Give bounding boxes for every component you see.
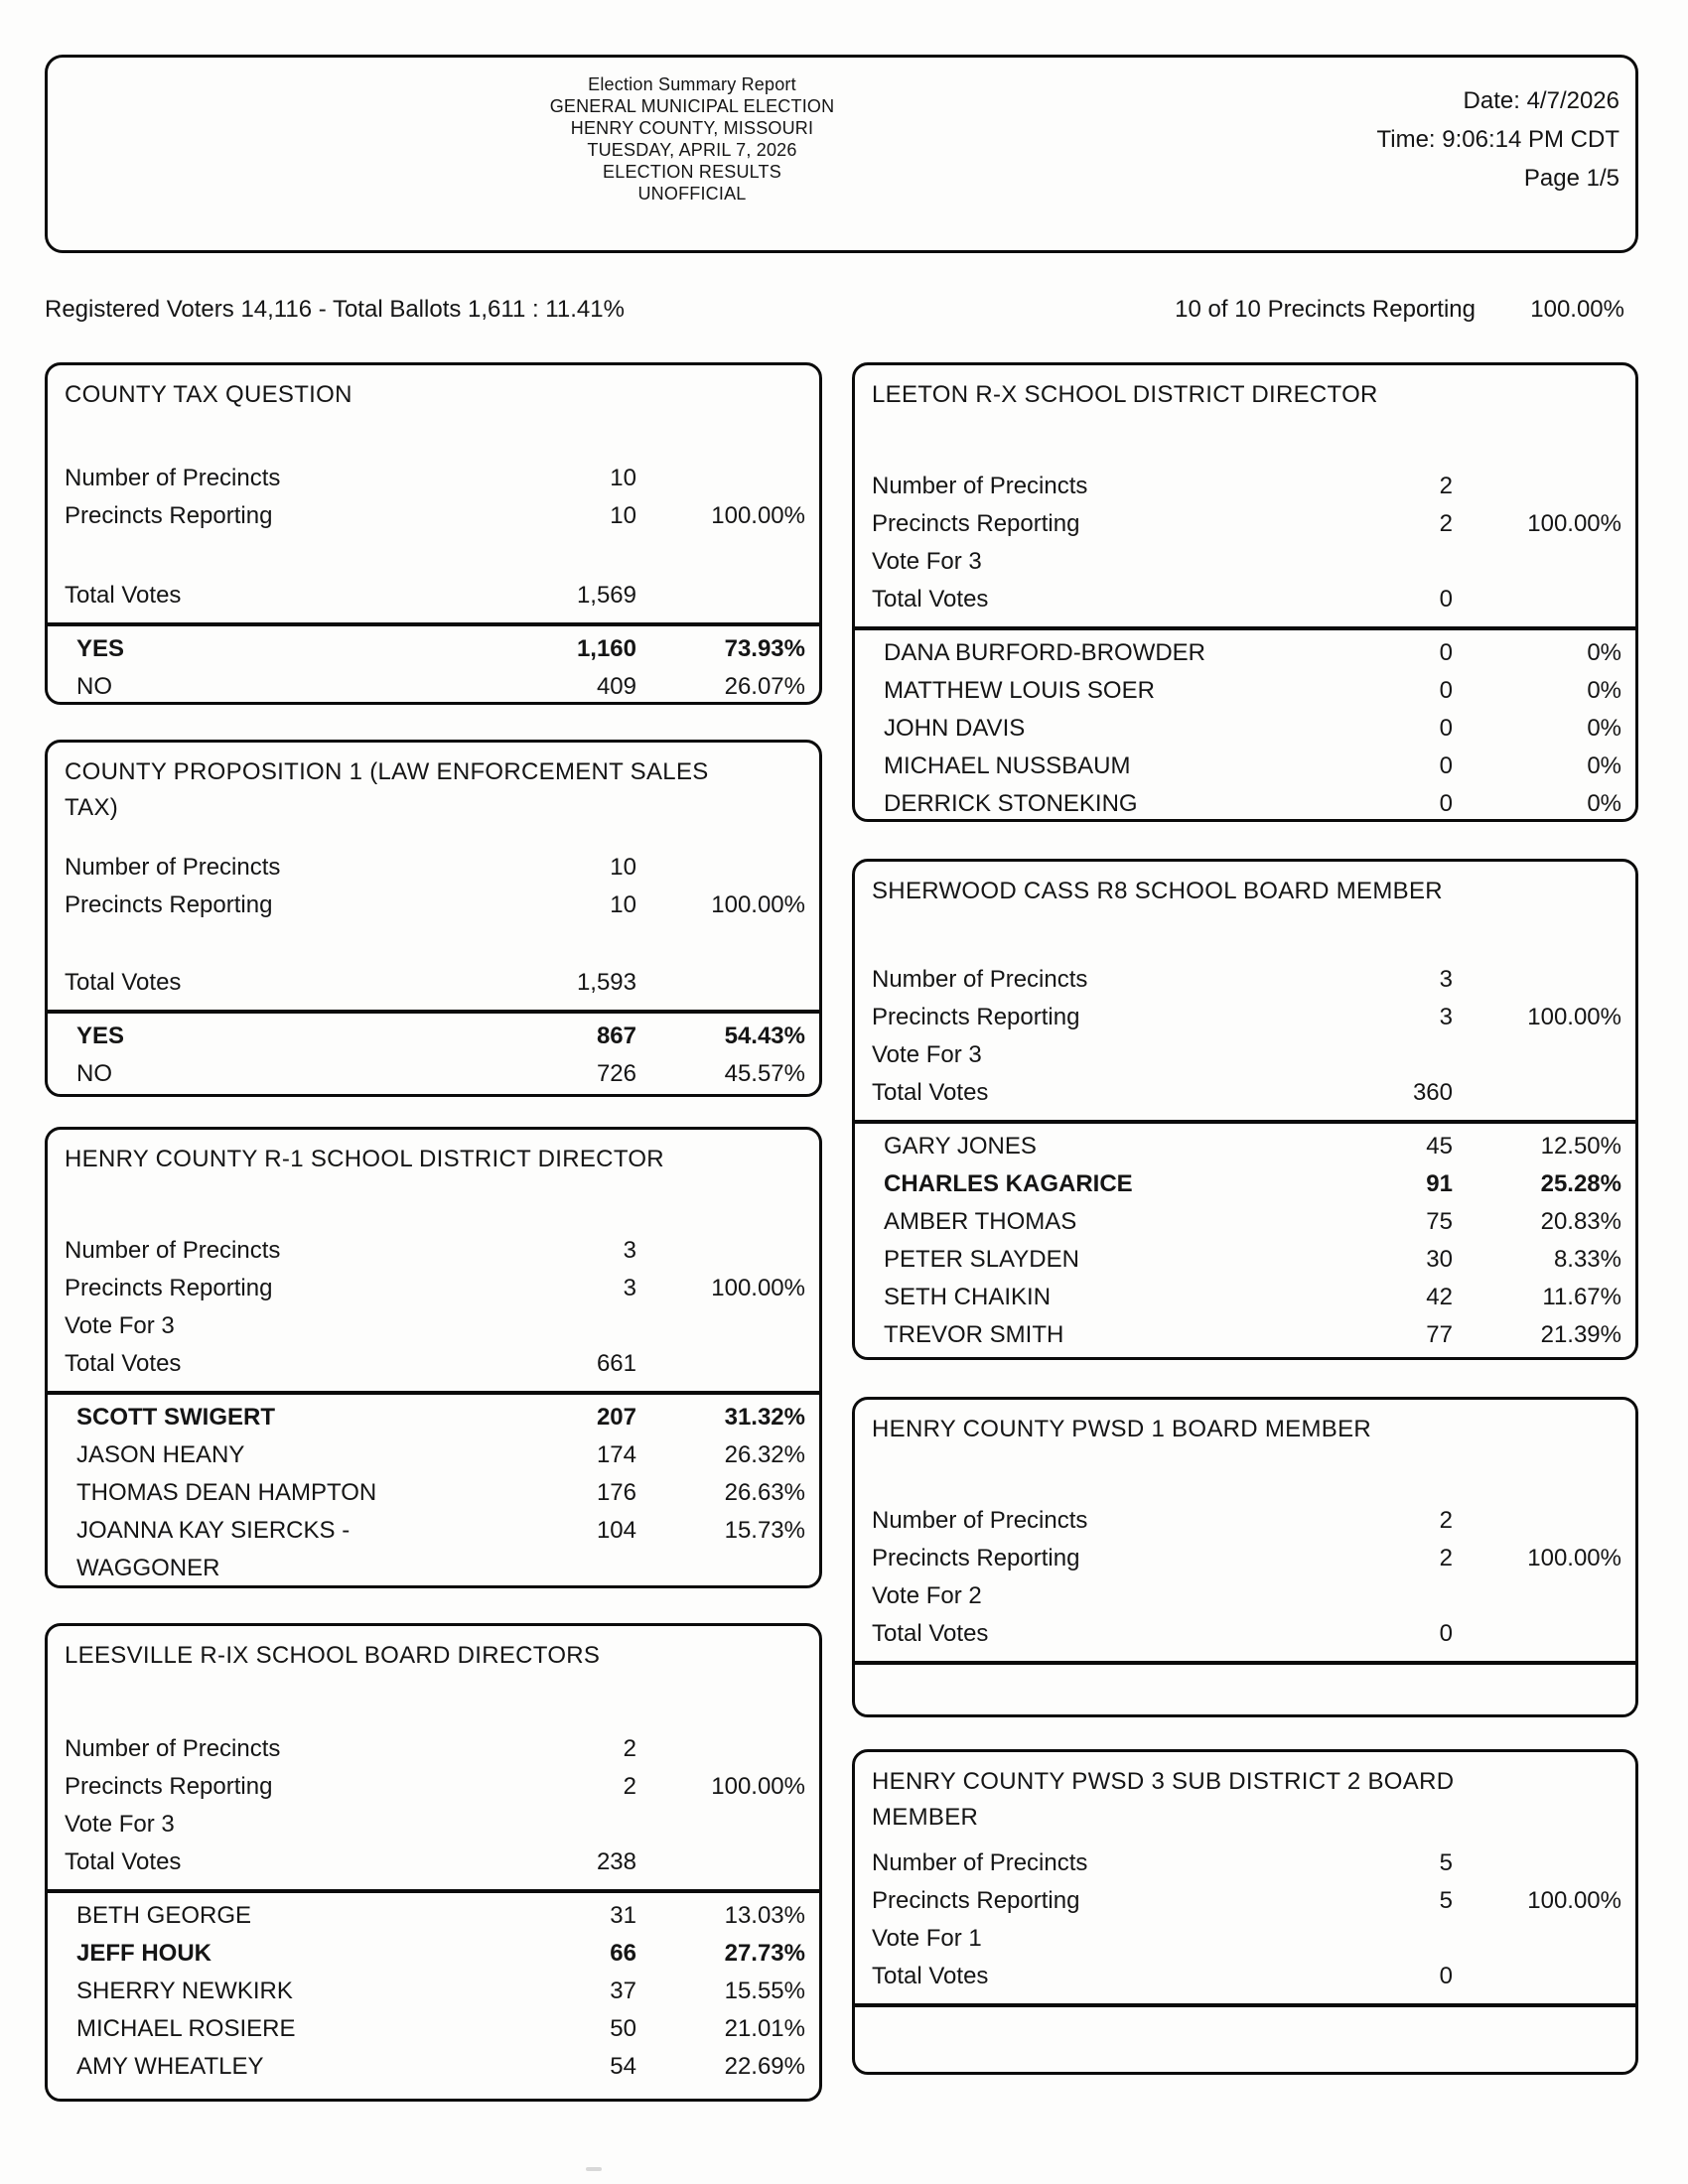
stat-value: 3 [1439,1004,1453,1030]
stat-value: 1,593 [576,969,636,996]
stat-total-votes [48,964,819,1002]
election-title: GENERAL MUNICIPAL ELECTION [549,96,835,116]
stat-value: 10 [610,891,636,918]
candidate-percent: 0% [1587,677,1621,704]
registered-voters-summary: Registered Voters 14,116 - Total Ballots 1,611 : 11.41% [45,296,625,323]
candidate-percent: 0% [1587,752,1621,779]
candidate-percent: 73.93% [724,635,805,662]
stat-total-votes [855,1615,1635,1653]
candidate-percent: 54.43% [724,1023,805,1049]
candidate-list [48,622,819,706]
stat-label: Precincts Reporting [872,1887,1080,1914]
candidate-percent: 25.28% [1540,1170,1621,1197]
contest-box-county-proposition-1 [45,740,822,1097]
candidate-percent: 27.73% [724,1940,805,1967]
stat-label: Number of Precincts [872,966,1088,993]
stat-label: Precincts Reporting [872,1004,1080,1030]
candidate-percent: 21.39% [1540,1321,1621,1348]
candidate-name: BETH GEORGE [76,1902,252,1929]
stat-label: Total Votes [65,582,182,609]
stat-label: Vote For 3 [65,1312,175,1339]
candidate-votes: 0 [1439,752,1453,779]
contest-title [855,862,1635,909]
candidate-votes: 0 [1439,639,1453,666]
stat-percent: 100.00% [711,1275,805,1301]
candidate-name: DERRICK STONEKING [884,790,1138,817]
stat-percent: 100.00% [1527,510,1621,537]
stat-vote-for [48,1806,819,1843]
contest-stats [48,849,819,1002]
stat-percent: 100.00% [711,502,805,529]
contest-title-line: HENRY COUNTY R-1 SCHOOL DISTRICT DIRECTOR [65,1146,664,1172]
candidate-list [855,1661,1635,1669]
candidate-percent: 0% [1587,790,1621,817]
candidate-row [48,2048,819,2086]
stat-label: Number of Precincts [872,1849,1088,1876]
candidate-name: THOMAS DEAN HAMPTON [76,1479,377,1506]
candidate-row [48,1512,819,1587]
stat-value: 3 [1439,966,1453,993]
candidate-name: GARY JONES [884,1133,1037,1160]
contest-stats [855,468,1635,618]
contest-title-line: SHERWOOD CASS R8 SCHOOL BOARD MEMBER [872,878,1443,904]
stat-number-of-precincts [855,1844,1635,1882]
candidate-percent: 15.73% [724,1517,805,1544]
candidate-name: AMY WHEATLEY [76,2053,264,2080]
county-title: HENRY COUNTY, MISSOURI [570,118,814,138]
candidate-votes: 867 [596,1023,636,1049]
candidate-row [855,748,1635,785]
candidate-votes: 42 [1426,1284,1453,1310]
stat-value: 5 [1439,1887,1453,1914]
unofficial-label: UNOFFICIAL [637,184,747,204]
report-header-center [48,73,1336,205]
stat-label: Total Votes [872,1620,989,1647]
candidate-name: SETH CHAIKIN [884,1284,1052,1310]
candidate-row [48,1935,819,1973]
stat-label: Precincts Reporting [65,1275,273,1301]
contest-title-line: HENRY COUNTY PWSD 3 SUB DISTRICT 2 BOARD [872,1768,1455,1795]
candidate-name: YES [76,635,125,662]
stat-label: Total Votes [872,1079,989,1106]
candidate-name: JOANNA KAY SIERCKS - WAGGONER [76,1517,351,1581]
candidate-votes: 50 [610,2015,636,2042]
candidate-row [48,1474,819,1512]
stat-value: 0 [1439,586,1453,613]
stat-value: 2 [1439,510,1453,537]
candidate-row [48,2010,819,2048]
stat-label: Precincts Reporting [65,502,273,529]
candidate-percent: 45.57% [724,1060,805,1087]
contest-box-henry-county-pwsd1-member [852,1397,1638,1717]
stat-percent: 100.00% [1527,1004,1621,1030]
candidate-percent: 0% [1587,639,1621,666]
stat-percent: 100.00% [711,891,805,918]
stat-label: Vote For 1 [872,1925,982,1952]
contest-title [48,1626,819,1674]
candidate-percent: 22.69% [724,2053,805,2080]
stat-label: Number of Precincts [65,465,281,491]
candidate-votes: 77 [1426,1321,1453,1348]
contest-title-line: HENRY COUNTY PWSD 1 BOARD MEMBER [872,1416,1372,1442]
contest-title [48,365,819,413]
candidate-name: AMBER THOMAS [884,1208,1077,1235]
candidate-percent: 13.03% [724,1902,805,1929]
stat-label: Vote For 2 [872,1582,982,1609]
candidate-row [48,1055,819,1093]
candidate-votes: 174 [596,1441,636,1468]
candidate-name: MICHAEL ROSIERE [76,2015,296,2042]
stat-value: 2 [1439,1545,1453,1571]
stat-label: Number of Precincts [65,854,281,881]
candidate-name: MATTHEW LOUIS SOER [884,677,1155,704]
candidate-votes: 1,160 [576,635,636,662]
stat-value: 360 [1412,1079,1453,1106]
contest-title [48,743,819,826]
election-date: TUESDAY, APRIL 7, 2026 [587,140,797,160]
stat-value: 2 [1439,473,1453,499]
stat-value: 10 [610,465,636,491]
candidate-name: JOHN DAVIS [884,715,1026,742]
stat-label: Total Votes [65,1350,182,1377]
candidate-row [48,1018,819,1055]
stat-total-votes [48,1843,819,1881]
candidate-name: JEFF HOUK [76,1940,212,1967]
stat-value: 1,569 [576,582,636,609]
stat-number-of-precincts [48,460,819,497]
candidate-votes: 75 [1426,1208,1453,1235]
results-label: ELECTION RESULTS [603,162,781,182]
stat-number-of-precincts [855,961,1635,999]
candidate-votes: 66 [610,1940,636,1967]
stat-total-votes [855,581,1635,618]
candidate-row [855,1241,1635,1279]
time-label: Time: 9:06:14 PM CDT [1376,126,1619,153]
candidate-row [855,634,1635,672]
stat-number-of-precincts [48,1232,819,1270]
candidate-votes: 91 [1426,1170,1453,1197]
stat-label: Precincts Reporting [872,1545,1080,1571]
stat-vote-for [855,1036,1635,1074]
candidate-row [855,1316,1635,1354]
candidate-row [48,630,819,668]
stat-percent: 100.00% [1527,1545,1621,1571]
candidate-name: MICHAEL NUSSBAUM [884,752,1131,779]
stat-label: Number of Precincts [872,1507,1088,1534]
stat-value: 0 [1439,1963,1453,1989]
candidate-votes: 45 [1426,1133,1453,1160]
stat-precincts-reporting [48,1270,819,1307]
candidate-row [855,672,1635,710]
stat-percent: 100.00% [711,1773,805,1800]
report-title: Election Summary Report [588,74,796,94]
stat-label: Vote For 3 [872,548,982,575]
stat-value: 2 [623,1773,636,1800]
candidate-row [48,1897,819,1935]
stat-label: Total Votes [872,586,989,613]
candidate-name: CHARLES KAGARICE [884,1170,1133,1197]
stat-value: 10 [610,502,636,529]
candidate-list [48,1010,819,1093]
contest-title-line: MEMBER [872,1804,979,1831]
candidate-percent: 26.32% [724,1441,805,1468]
candidate-list [855,2003,1635,2011]
contest-title [855,1752,1635,1836]
stat-number-of-precincts [855,1502,1635,1540]
candidate-percent: 31.32% [724,1404,805,1431]
stat-label: Total Votes [872,1963,989,1989]
contest-title-line: LEETON R-X SCHOOL DISTRICT DIRECTOR [872,381,1378,408]
contest-title [48,1130,819,1177]
candidate-votes: 726 [596,1060,636,1087]
stat-total-votes [48,1345,819,1383]
candidate-row [48,1399,819,1436]
stat-label: Number of Precincts [65,1735,281,1762]
report-header-box [45,55,1638,253]
candidate-list [855,1120,1635,1354]
report-header-meta [1376,81,1619,198]
stat-value: 2 [1439,1507,1453,1534]
stat-precincts-reporting [48,497,819,535]
candidate-name: JASON HEANY [76,1441,245,1468]
stat-precincts-reporting [48,1768,819,1806]
candidate-name: YES [76,1023,125,1049]
precincts-reporting-text: 10 of 10 Precincts Reporting [1175,296,1476,323]
contest-stats [48,460,819,614]
candidate-votes: 104 [596,1517,636,1544]
candidate-name: NO [76,673,112,700]
contest-box-henry-county-pwsd3-sub2-member [852,1749,1638,2075]
candidate-votes: 0 [1439,677,1453,704]
stat-label: Number of Precincts [65,1237,281,1264]
contest-stats [48,1730,819,1881]
candidate-row [48,1973,819,2010]
candidate-percent: 12.50% [1540,1133,1621,1160]
contest-stats [48,1232,819,1383]
stat-value: 3 [623,1275,636,1301]
contest-title [855,1400,1635,1447]
precincts-reporting-percent: 100.00% [1530,296,1624,323]
stat-vote-for [855,1920,1635,1958]
candidate-votes: 54 [610,2053,636,2080]
stat-number-of-precincts [48,849,819,887]
stat-value: 2 [623,1735,636,1762]
stat-label: Total Votes [65,969,182,996]
stat-value: 5 [1439,1849,1453,1876]
candidate-percent: 26.63% [724,1479,805,1506]
candidate-name: SHERRY NEWKIRK [76,1978,293,2004]
stat-vote-for [48,1307,819,1345]
candidate-percent: 26.07% [724,673,805,700]
candidate-percent: 0% [1587,715,1621,742]
contest-box-leeton-rx-director [852,362,1638,822]
stat-percent: 100.00% [1527,1887,1621,1914]
candidate-percent: 15.55% [724,1978,805,2004]
stat-vote-for [855,1577,1635,1615]
stat-value: 661 [596,1350,636,1377]
stat-total-votes [855,1958,1635,1995]
stat-total-votes [48,577,819,614]
stat-label: Precincts Reporting [872,510,1080,537]
stat-total-votes [855,1074,1635,1112]
contest-stats [855,1502,1635,1653]
candidate-list [48,1889,819,2086]
stat-precincts-reporting [48,887,819,924]
candidate-name: DANA BURFORD-BROWDER [884,639,1206,666]
stat-label: Vote For 3 [872,1041,982,1068]
stat-number-of-precincts [855,468,1635,505]
stat-number-of-precincts [48,1730,819,1768]
page-number: Page 1/5 [1523,165,1619,192]
candidate-percent: 8.33% [1553,1246,1621,1273]
candidate-votes: 37 [610,1978,636,2004]
candidate-list [855,626,1635,823]
candidate-row [48,1436,819,1474]
contest-title [855,365,1635,413]
stat-value: 0 [1439,1620,1453,1647]
stat-label: Precincts Reporting [65,1773,273,1800]
candidate-name: TREVOR SMITH [884,1321,1064,1348]
candidate-row [855,1203,1635,1241]
stat-precincts-reporting [855,999,1635,1036]
candidate-row [48,668,819,706]
contest-title-line: TAX) [65,794,119,821]
stat-label: Number of Precincts [872,473,1088,499]
candidate-row [855,1165,1635,1203]
contest-stats [855,961,1635,1112]
candidate-percent: 20.83% [1540,1208,1621,1235]
candidate-votes: 0 [1439,790,1453,817]
candidate-row [855,710,1635,748]
stat-label: Total Votes [65,1848,182,1875]
stat-value: 3 [623,1237,636,1264]
contest-box-leesville-rix-directors [45,1623,822,2102]
candidate-votes: 0 [1439,715,1453,742]
candidate-votes: 30 [1426,1246,1453,1273]
contest-box-county-tax-question [45,362,822,705]
stat-precincts-reporting [855,1882,1635,1920]
candidate-votes: 409 [596,673,636,700]
candidate-percent: 21.01% [724,2015,805,2042]
stat-label: Vote For 3 [65,1811,175,1838]
candidate-votes: 176 [596,1479,636,1506]
candidate-name: PETER SLAYDEN [884,1246,1079,1273]
candidate-votes: 31 [610,1902,636,1929]
stat-vote-for [855,543,1635,581]
contest-title-line: LEESVILLE R-IX SCHOOL BOARD DIRECTORS [65,1642,601,1669]
candidate-votes: 207 [596,1404,636,1431]
candidate-name: NO [76,1060,112,1087]
stat-precincts-reporting [855,505,1635,543]
scan-artifact [586,2167,602,2171]
ballot-summary [45,296,1638,324]
candidate-percent: 11.67% [1542,1284,1621,1310]
candidate-row [855,785,1635,823]
contest-title-line: COUNTY TAX QUESTION [65,381,352,408]
contest-box-henry-county-r1-director [45,1127,822,1588]
candidate-list [48,1391,819,1587]
stat-label: Precincts Reporting [65,891,273,918]
candidate-row [855,1128,1635,1165]
contest-stats [855,1844,1635,1995]
candidate-row [855,1279,1635,1316]
precincts-reporting-summary [1175,296,1624,324]
contest-box-sherwood-cass-r8-member [852,859,1638,1360]
date-label: Date: 4/7/2026 [1463,87,1619,114]
stat-precincts-reporting [855,1540,1635,1577]
stat-value: 10 [610,854,636,881]
stat-value: 238 [596,1848,636,1875]
candidate-name: SCOTT SWIGERT [76,1404,275,1431]
contest-title-line: COUNTY PROPOSITION 1 (LAW ENFORCEMENT SALES [65,758,709,785]
